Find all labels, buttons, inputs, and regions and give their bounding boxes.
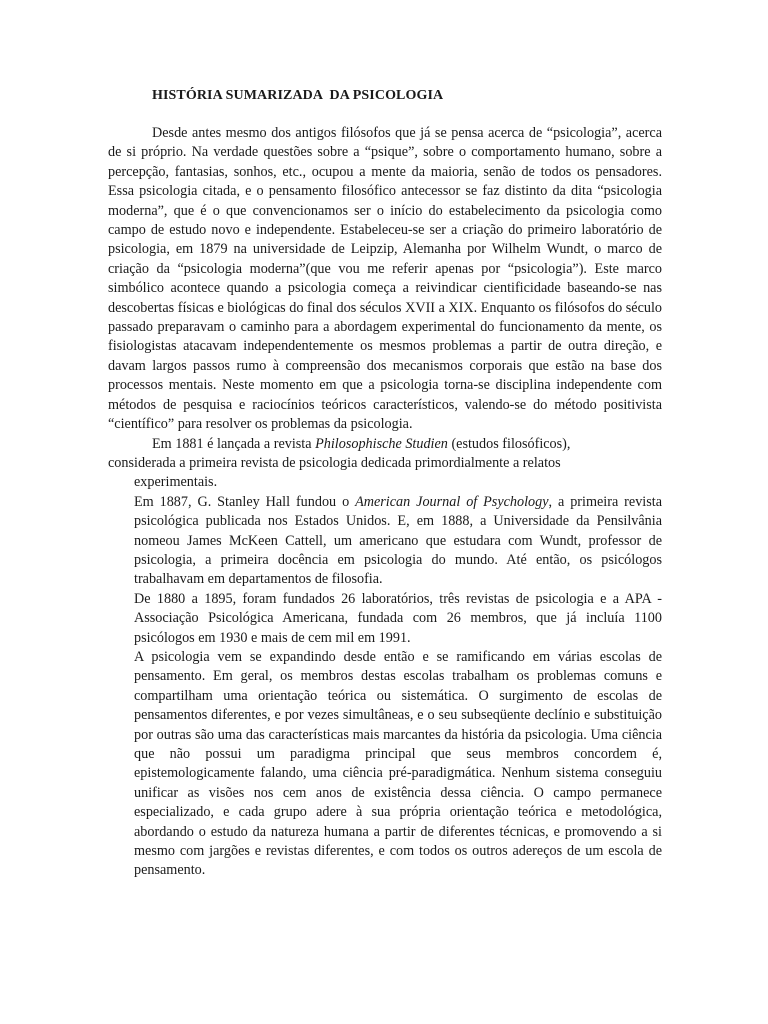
- paragraph-intro: Desde antes mesmo dos antigos filósofos que já se pensa acerca de “psicologia”, acerca de si próprio. Na verdade questões sobre a “psique”, sobre o comportamento humano, sobre a percepção, fantasias, sonhos, etc., ocupou a mente da maioria, senão de todos os pensadores. Essa psicologia citada, e o pensamento filosófico antecessor se faz distinto da dita “psicologia moderna”, que é o que convencionamos ser o início do estabelecimento da psicologia como campo de estudo novo e independente. Estabeleceu-se ser a criação do primeiro laboratório de psicologia, em 1879 na universidade de Leipzip, Alemanha por Wilhelm Wundt, o marco de criação da “psicologia moderna”(que vou me referir apenas por “psicologia”). Este marco simbólico acontece quando a psicologia começa a reivindicar cientificidade baseando-se nas descobertas físicas e biológicas do final dos séculos XVII a XIX. Enquanto os filósofos do século passado preparavam o caminho para a abordagem experimental do funcionamento da mente, os fisiologistas atacavam independentemente os mesmos problemas a partir de outra direção, e davam largos passos rumo à compreensão dos mecanismos corporais que estão na base dos processos mentais. Neste momento em que a psicologia torna-se disciplina independente com métodos de pesquisa e raciocínios teóricos característicos, valendo-se do método positivista “científico” para resolver os problemas da psicologia.: [108, 125, 662, 433]
- paragraph-philosophische-studien-continuation: considerada a primeira revista de psicologia dedicada primordialmente a relatos: [108, 454, 561, 471]
- paragraph-laboratories: De 1880 a 1895, foram fundados 26 laboratórios, três revistas de psicologia e a APA - Associação Psicológica Americana, fundada com 26 membros, que já incluía 1100 psicólogos em 1930 e mais de cem mil em 1991.: [134, 590, 662, 646]
- paragraph-2-start: Em 1881 é lançada a revista: [152, 435, 316, 452]
- paragraph-schools-of-thought: A psicologia vem se expandindo desde então e se ramificando em várias escolas de pensamento. Em geral, os membros destas escolas trabalham os problemas comuns e compartilham uma orientação teórica ou sistemática. O surgimento de escolas de pensamentos diferentes, e por vezes simultâneas, e o seu subseqüente declínio e substituição por outras são uma das características mais marcantes da história da psicologia. Uma ciência que não possui um paradigma principal que seus membros concordem é, epistemologicamente falando, uma ciência pré-paradigmática. Nenhum sistema conseguiu unificar as visões nos cem anos de existência dessa ciência. O campo permanece especializado, e cada grupo adere à sua própria orientação teórica e metodológica, abordando o estudo da natureza humana a partir de diferentes técnicas, e promovendo a si mesmo com jargões e revistas diferentes, e com todos os outros adereços de um escola de pensamento.: [134, 648, 662, 879]
- page-title: HISTÓRIA SUMARIZADA DA PSICOLOGIA: [152, 88, 444, 103]
- paragraph-american-journal: [134, 493, 662, 590]
- paragraph-3-after: , a primeira revista psicológica publicada nos Estados Unidos. E, em 1888, a Universidade da Pensilvânia nomeou James McKeen Cattell, um americano que estudara com Wundt, professor de psicologia, a primeira docência em psicologia do mundo. Até então, os psicólogos trabalhavam em departamentos de filosofia.: [134, 493, 663, 588]
- paragraph-philosophische-studien-line: [108, 435, 662, 454]
- document-body: [108, 124, 662, 881]
- paragraph-philosophische-studien-continuation-2: experimentais.: [134, 474, 218, 491]
- journal-title-philosophische-studien: Philosophische Studien: [315, 435, 448, 452]
- paragraph-2-end: (estudos filosóficos),: [447, 435, 571, 452]
- paragraph-3-before: Em 1887, G. Stanley Hall fundou o: [134, 493, 356, 510]
- journal-title-american-journal: American Journal of Psychology: [355, 493, 549, 510]
